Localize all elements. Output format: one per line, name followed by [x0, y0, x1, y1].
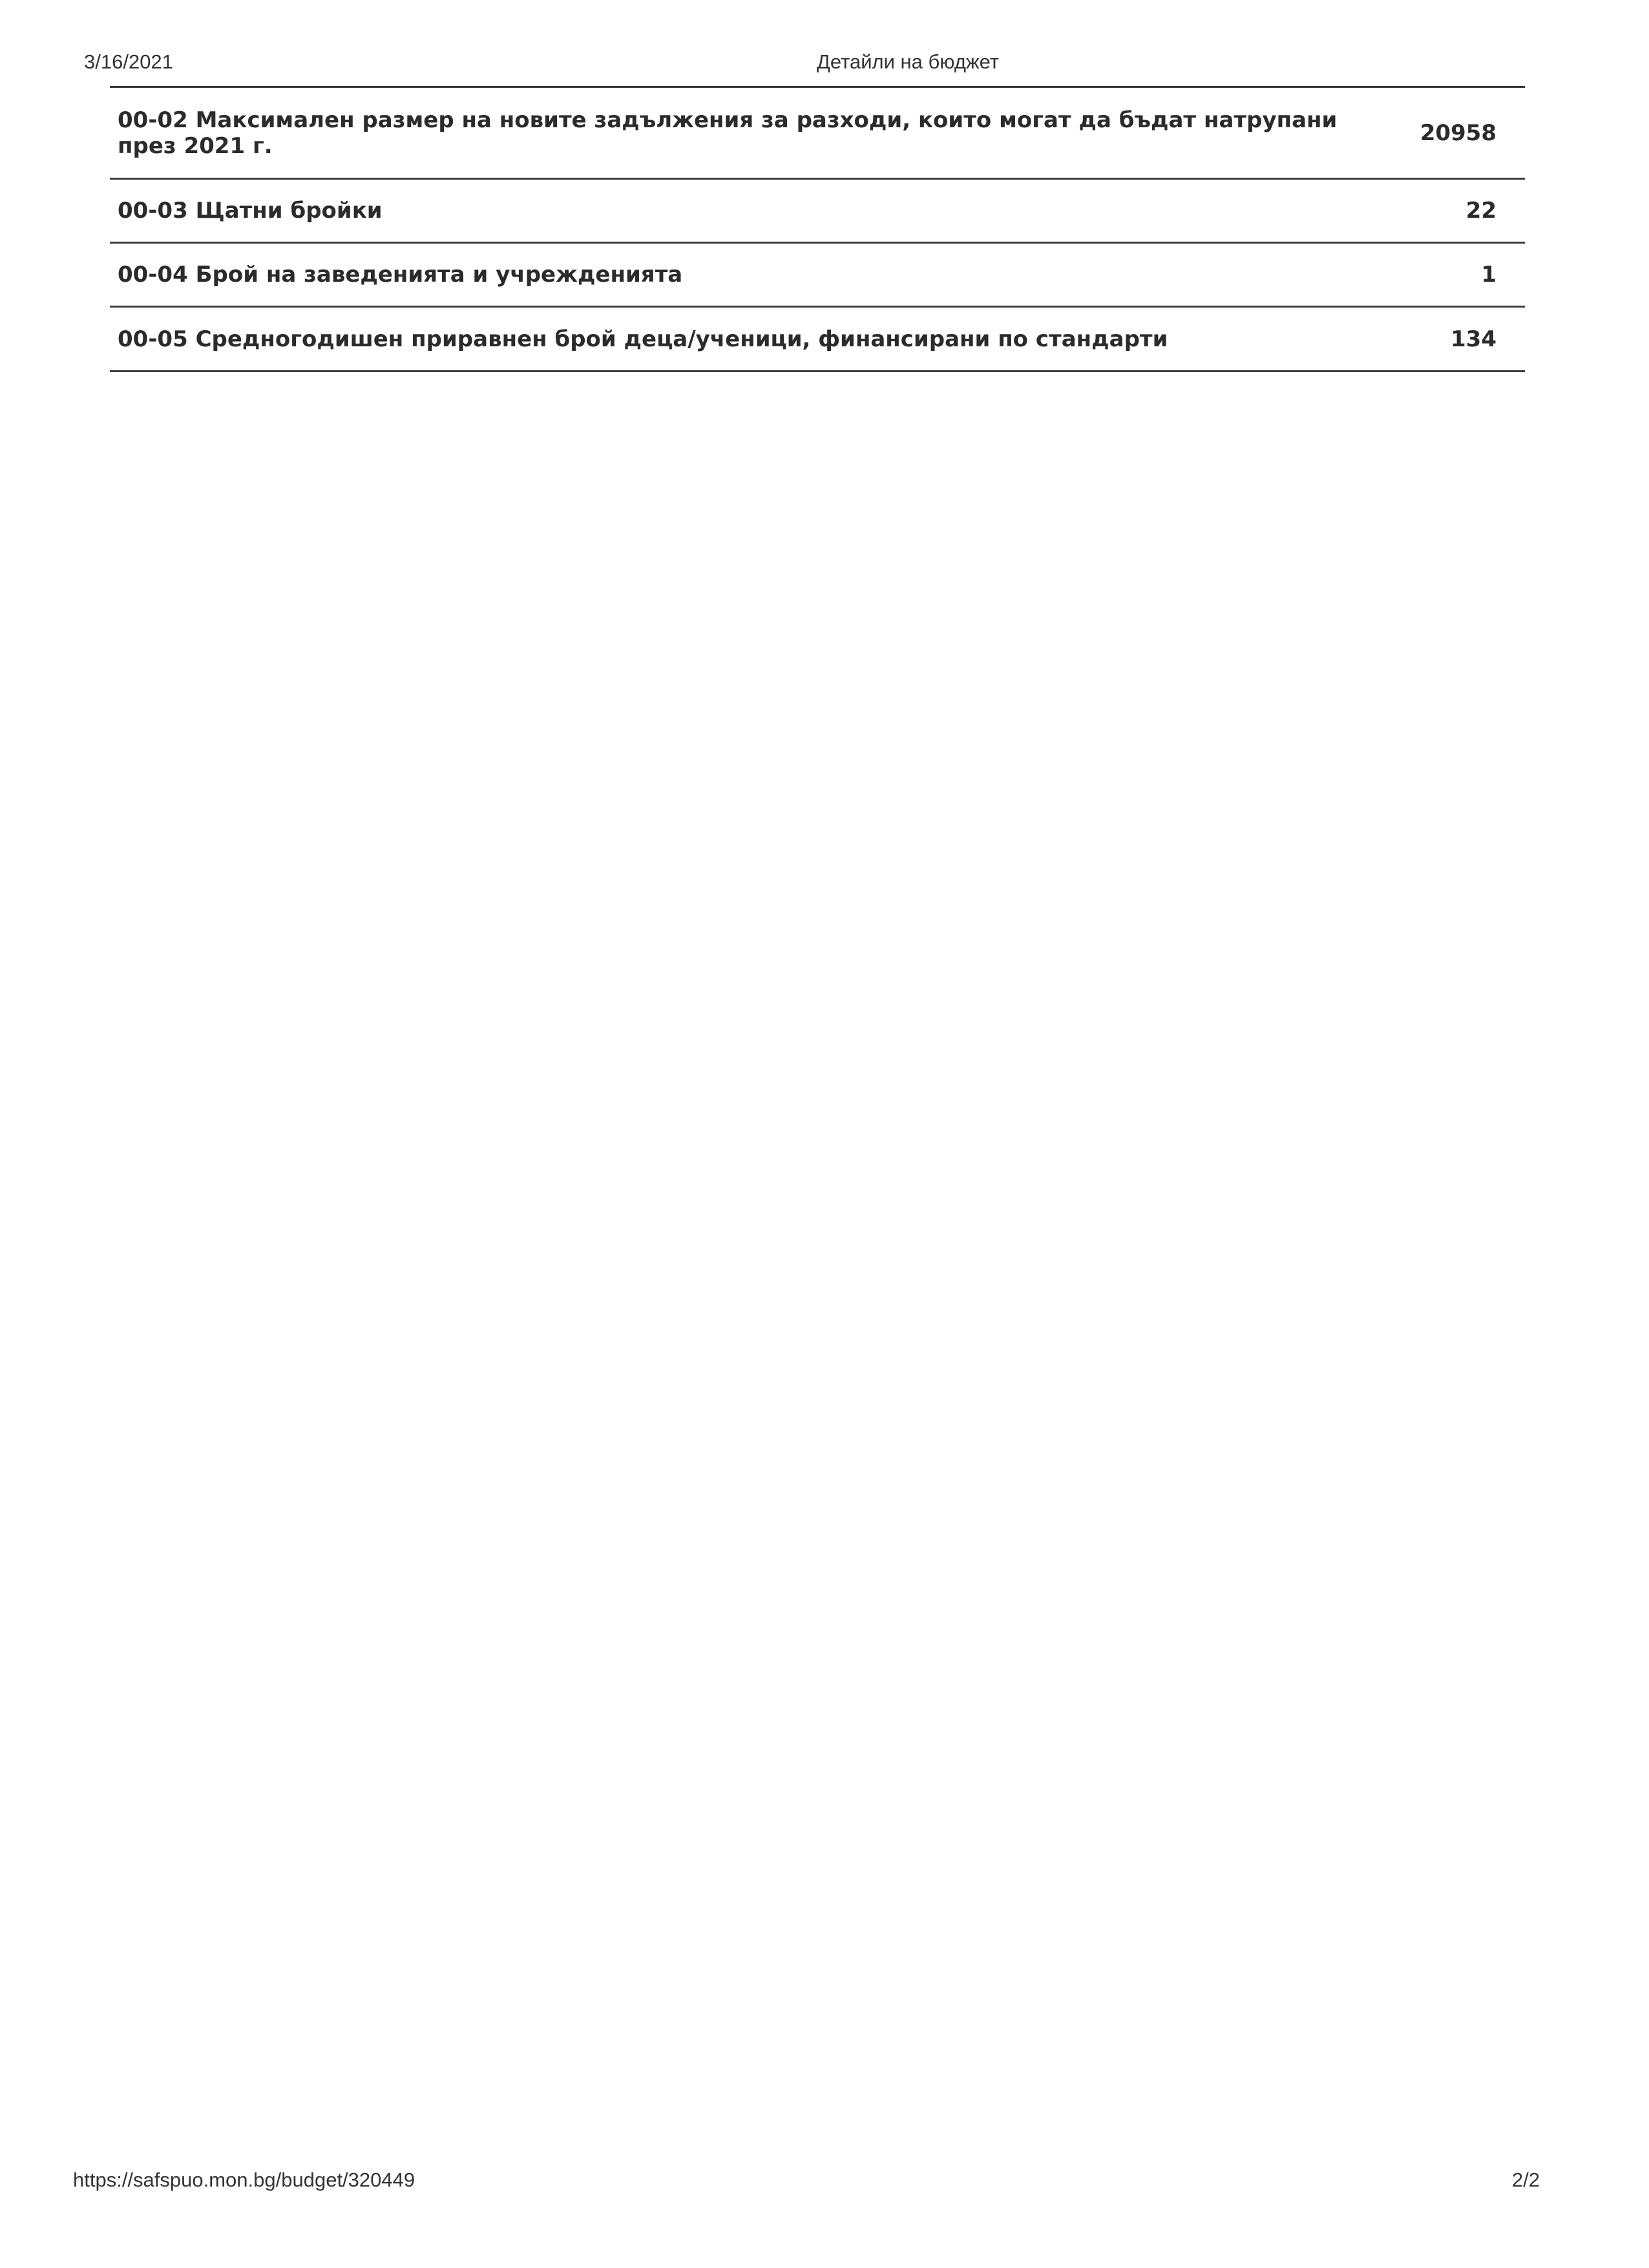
budget-details-table	[110, 86, 1525, 372]
budget-row-institutions-count	[110, 244, 1525, 308]
budget-row-max-new-liabilities	[110, 88, 1525, 180]
budget-row-label: 00-02 Максимален размер на новите задължения за разходи, които могат да бъдат натрупани през 2021 г.	[118, 107, 1338, 159]
budget-row-value: 134	[1451, 326, 1497, 352]
print-header-title: Детайли на бюджет	[816, 50, 1000, 73]
print-footer-page-number: 2/2	[1511, 2168, 1540, 2191]
budget-row-staff-positions	[110, 180, 1525, 244]
budget-row-value: 20958	[1420, 120, 1497, 146]
budget-row-label: 00-03 Щатни бройки	[118, 198, 383, 224]
budget-row-label: 00-04 Брой на заведенията и учрежденията	[118, 262, 683, 288]
print-header-date: 3/16/2021	[84, 50, 173, 73]
budget-row-label: 00-05 Средногодишен приравнен брой деца/ученици, финансирани по стандарти	[118, 326, 1168, 352]
budget-row-value: 1	[1481, 262, 1497, 288]
budget-row-average-students	[110, 308, 1525, 372]
print-footer-url: https://safspuo.mon.bg/budget/320449	[73, 2168, 415, 2191]
budget-row-value: 22	[1465, 198, 1497, 224]
